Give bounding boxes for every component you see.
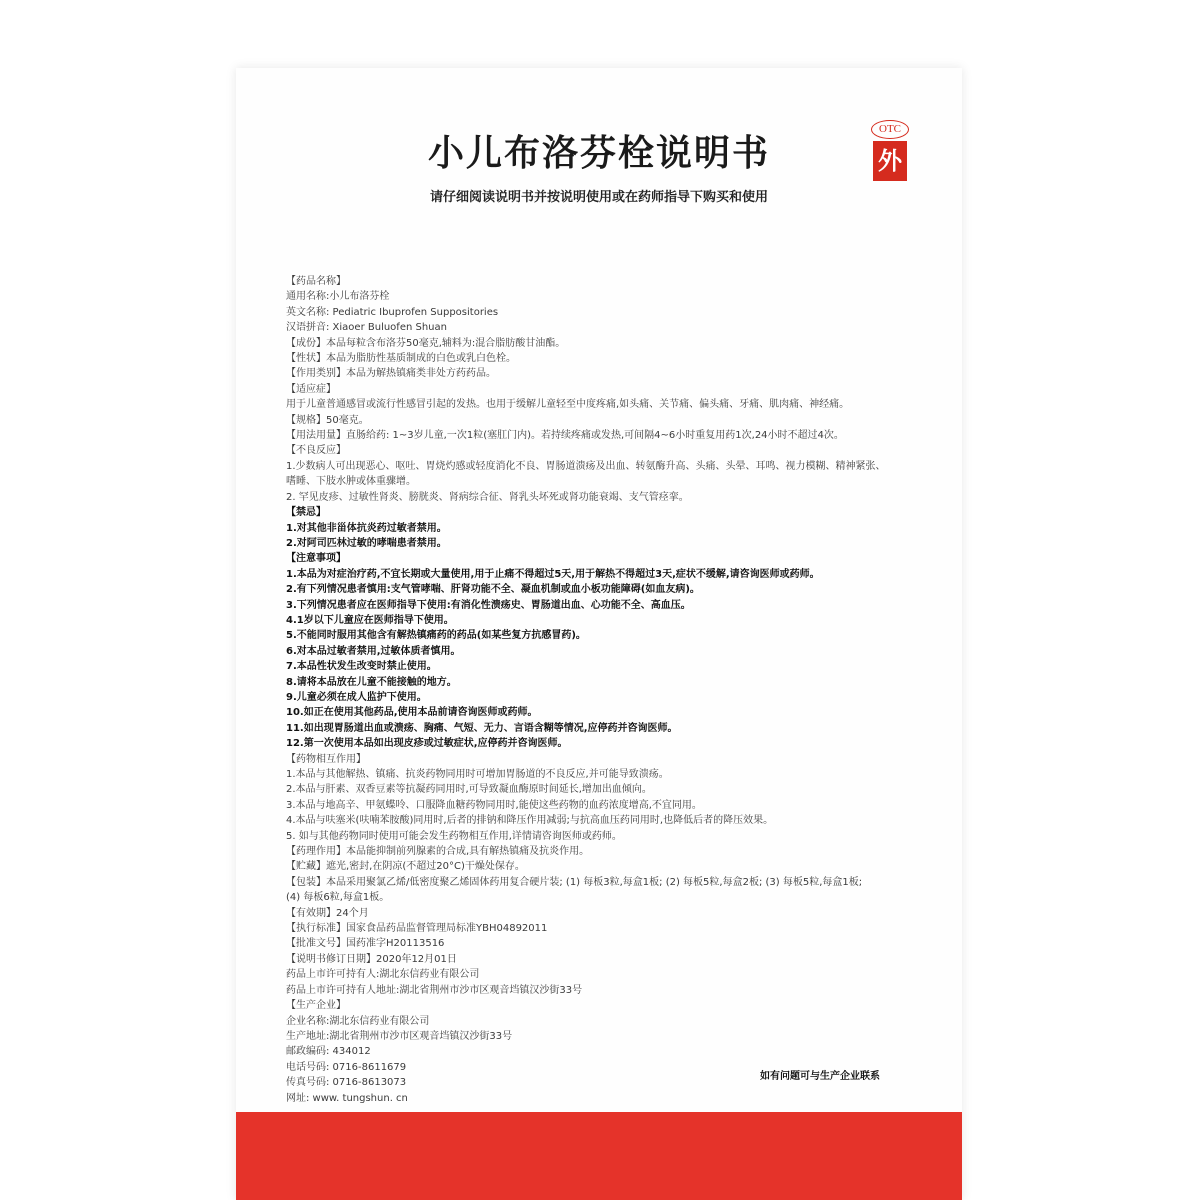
text-line: 【适应症】 — [286, 383, 336, 395]
text-line: 药品上市许可持有人地址:湖北省荆州市沙市区观音垱镇汉沙街33号 — [286, 984, 583, 996]
text-line: 【贮藏】遮光,密封,在阴凉(不超过20°C)干燥处保存。 — [286, 861, 525, 873]
otc-badge: OTC — [871, 120, 909, 139]
text-line: 4.本品与呋塞米(呋喃苯胺酸)同用时,后者的排钠和降压作用减弱;与抗高血压药同用时,也降低后者的降压效果。 — [286, 815, 774, 827]
text-line: 5. 如与其他药物同时使用可能会发生药物相互作用,详情请咨询医师或药师。 — [286, 830, 622, 842]
text-line: 通用名称:小儿布洛芬栓 — [286, 291, 390, 303]
text-line: 【执行标准】国家食品药品监督管理局标准YBH04892011 — [286, 923, 548, 935]
text-line: 【作用类别】本品为解热镇痛类非处方药药品。 — [286, 368, 496, 380]
text-line: 7.本品性状发生改变时禁止使用。 — [286, 661, 437, 673]
text-line: 3.下列情况患者应在医师指导下使用:有消化性溃疡史、胃肠道出血、心功能不全、高血压。 — [286, 599, 691, 611]
contact-note: 如有问题可与生产企业联系 — [760, 1071, 880, 1082]
leaflet-body — [286, 274, 926, 1106]
text-line: 4.1岁以下儿童应在医师指导下使用。 — [286, 614, 454, 626]
text-line: 1.本品与其他解热、镇痛、抗炎药物同用时可增加胃肠道的不良反应,并可能导致溃疡。 — [286, 769, 669, 780]
text-line: 网址: www. tungshun. cn — [286, 1092, 408, 1104]
text-line: 5.不能同时服用其他含有解热镇痛药的药品(如某些复方抗感冒药)。 — [286, 630, 586, 642]
text-line: 【规格】50毫克。 — [286, 414, 369, 426]
text-line: 3.本品与地高辛、甲氨蝶呤、口服降血糖药物同用时,能使这些药物的血药浓度增高,不宜同用。 — [286, 799, 702, 811]
text-line: 【禁忌】 — [286, 507, 326, 519]
external-use-badge: 外 — [873, 141, 907, 181]
text-line: 2.本品与肝素、双香豆素等抗凝药同用时,可导致凝血酶原时间延长,增加出血倾向。 — [286, 784, 652, 796]
text-line: 【药理作用】本品能抑制前列腺素的合成,具有解热镇痛及抗炎作用。 — [286, 846, 590, 858]
text-line: 药品上市许可持有人:湖北东信药业有限公司 — [286, 969, 480, 981]
text-line: 【药物相互作用】 — [286, 753, 366, 765]
text-line: 1.对其他非甾体抗炎药过敏者禁用。 — [286, 522, 447, 534]
text-line: 6.对本品过敏者禁用,过敏体质者慎用。 — [286, 645, 461, 657]
text-line: 电话号码: 0716-8611679 — [286, 1061, 407, 1073]
text-line: 【有效期】24个月 — [286, 907, 369, 919]
text-line: 12.第一次使用本品如出现皮疹或过敏症状,应停药并咨询医师。 — [286, 738, 568, 750]
text-line: 用于儿童普通感冒或流行性感冒引起的发热。也用于缓解儿童轻至中度疼痛,如头痛、关节痛、偏头痛、牙痛、肌肉痛、神经痛。 — [286, 399, 850, 411]
text-line: 邮政编码: 434012 — [286, 1046, 371, 1058]
text-line: 【生产企业】 — [286, 1000, 346, 1012]
text-line: 1.少数病人可出现恶心、呕吐、胃烧灼感或轻度消化不良、胃肠道溃疡及出血、转氨酶升高、头痛、头晕、耳鸣、视力模糊、精神紧张、 — [286, 460, 886, 472]
text-line: 【性状】本品为脂肪性基质制成的白色或乳白色栓。 — [286, 353, 516, 365]
text-line: 2.对阿司匹林过敏的哮喘患者禁用。 — [286, 537, 447, 549]
text-line: 生产地址:湖北省荆州市沙市区观音垱镇汉沙街33号 — [286, 1030, 513, 1042]
text-line: 【包装】本品采用聚氯乙烯/低密度聚乙烯固体药用复合硬片装; (1) 每板3粒,每盒1板; (2) 每板5粒,每盒2板; (3) 每板5粒,每盒1板; — [286, 876, 863, 888]
text-line: 2. 罕见皮疹、过敏性肾炎、膀胱炎、肾病综合征、肾乳头坏死或肾功能衰竭、支气管痉挛。 — [286, 491, 689, 503]
text-line: 9.儿童必须在成人监护下使用。 — [286, 691, 427, 703]
text-line: 1.本品为对症治疗药,不宜长期或大量使用,用于止痛不得超过5天,用于解热不得超过3天,症状不缓解,请咨询医师或药师。 — [286, 568, 820, 580]
page-title: 小儿布洛芬栓说明书 — [427, 133, 770, 174]
text-line: 【批准文号】国药准字H20113516 — [286, 938, 445, 950]
text-line: 英文名称: Pediatric Ibuprofen Suppositories — [286, 306, 499, 318]
red-footer-band — [236, 1112, 962, 1200]
text-line: 【注意事项】 — [286, 553, 346, 565]
text-line: 10.如正在使用其他药品,使用本品前请咨询医师或药师。 — [286, 707, 538, 719]
page-subtitle: 请仔细阅读说明书并按说明使用或在药师指导下购买和使用 — [429, 190, 768, 205]
text-line: 【成份】本品每粒含布洛芬50毫克,辅料为:混合脂肪酸甘油酯。 — [286, 337, 566, 349]
text-line: 【说明书修订日期】2020年12月01日 — [286, 953, 457, 965]
text-line: 8.请将本品放在儿童不能接触的地方。 — [286, 676, 457, 688]
text-line: 【药品名称】 — [286, 276, 346, 287]
text-line: 企业名称:湖北东信药业有限公司 — [286, 1015, 430, 1027]
text-line: 11.如出现胃肠道出血或溃疡、胸痛、气短、无力、言语含糊等情况,应停药并咨询医师。 — [286, 722, 678, 734]
text-line: 汉语拼音: Xiaoer Buluofen Shuan — [286, 322, 447, 334]
text-line: 嗜睡、下肢水肿或体重骤增。 — [286, 476, 416, 488]
text-line: 传真号码: 0716-8613073 — [286, 1077, 407, 1089]
text-line: 【不良反应】 — [286, 445, 346, 457]
text-line: (4) 每板6粒,每盒1板。 — [286, 892, 390, 904]
text-line: 2.有下列情况患者慎用:支气管哮喘、肝肾功能不全、凝血机制或血小板功能障碍(如血友病)。 — [286, 584, 700, 596]
text-line: 【用法用量】直肠给药: 1~3岁儿童,一次1粒(塞肛门内)。若持续疼痛或发热,可间隔4~6小时重复用药1次,24小时不超过4次。 — [286, 430, 844, 442]
